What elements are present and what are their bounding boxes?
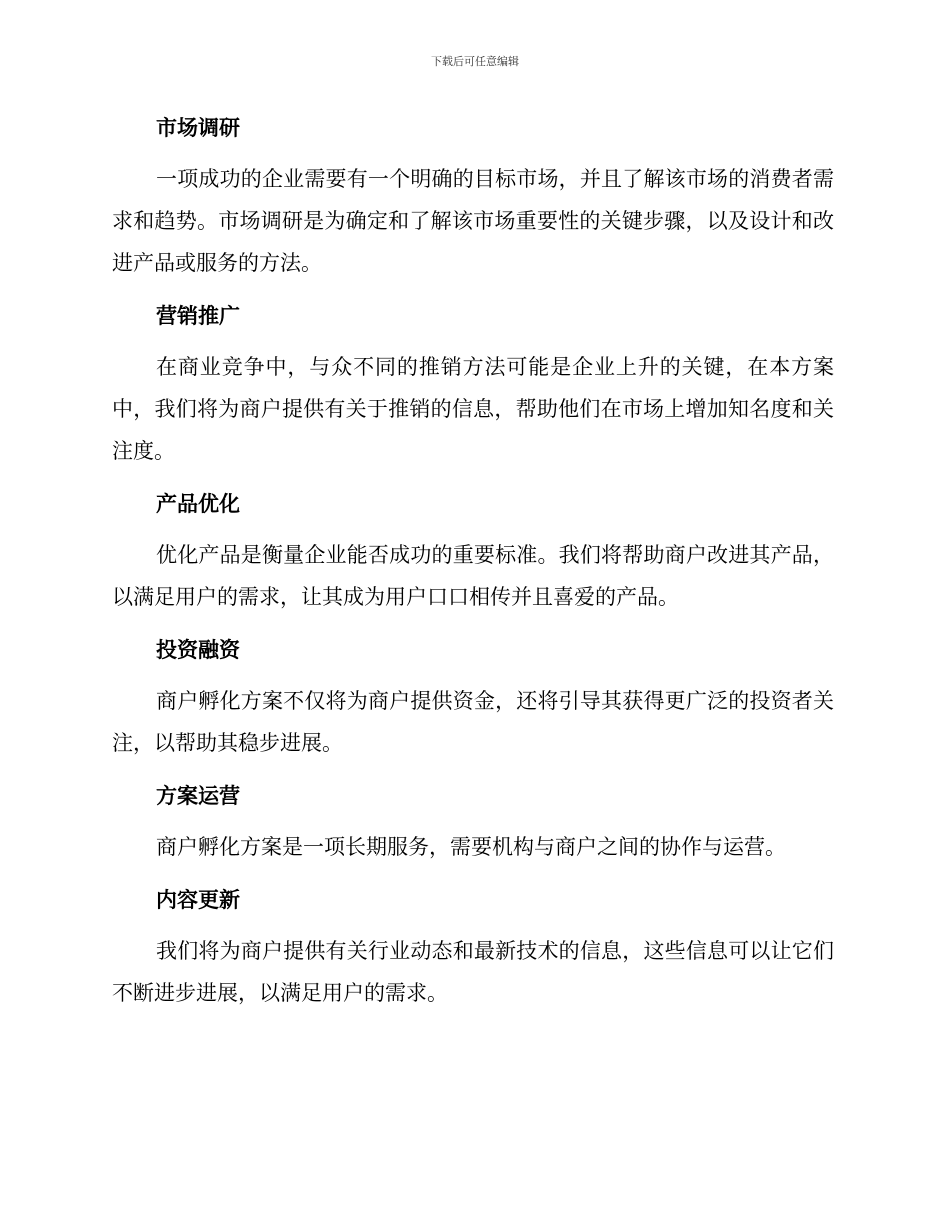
section-product-optimization <box>112 484 834 618</box>
section-heading: 营销推广 <box>156 303 240 328</box>
section-market-research <box>112 108 834 284</box>
document-body <box>112 108 834 1026</box>
section-paragraph: 在商业竞争中，与众不同的推销方法可能是企业上升的关键，在本方案中，我们将为商户提供有关于推销的信息，帮助他们在市场上增加知名度和关注度。 <box>112 355 834 463</box>
section-paragraph: 我们将为商户提供有关行业动态和最新技术的信息，这些信息可以让它们不断进步进展，以满足用户的需求。 <box>112 939 834 1005</box>
section-paragraph: 一项成功的企业需要有一个明确的目标市场，并且了解该市场的消费者需求和趋势。市场调研是为确定和了解该市场重要性的关键步骤，以及设计和改进产品或服务的方法。 <box>112 167 834 275</box>
section-paragraph: 商户孵化方案不仅将为商户提供资金，还将引导其获得更广泛的投资者关注，以帮助其稳步进展。 <box>112 689 834 755</box>
section-operations <box>112 776 834 868</box>
section-heading: 产品优化 <box>156 491 240 516</box>
section-marketing <box>112 296 834 472</box>
header-note: 下载后可任意编辑 <box>431 55 519 68</box>
section-heading: 市场调研 <box>156 115 240 140</box>
section-content-updates <box>112 880 834 1014</box>
section-heading: 内容更新 <box>156 887 240 912</box>
section-paragraph: 优化产品是衡量企业能否成功的重要标准。我们将帮助商户改进其产品，以满足用户的需求，让其成为用户口口相传并且喜爱的产品。 <box>112 543 834 609</box>
section-heading: 投资融资 <box>156 637 240 662</box>
section-heading: 方案运营 <box>156 783 240 808</box>
section-paragraph: 商户孵化方案是一项长期服务，需要机构与商户之间的协作与运营。 <box>156 835 786 859</box>
section-investment <box>112 630 834 764</box>
